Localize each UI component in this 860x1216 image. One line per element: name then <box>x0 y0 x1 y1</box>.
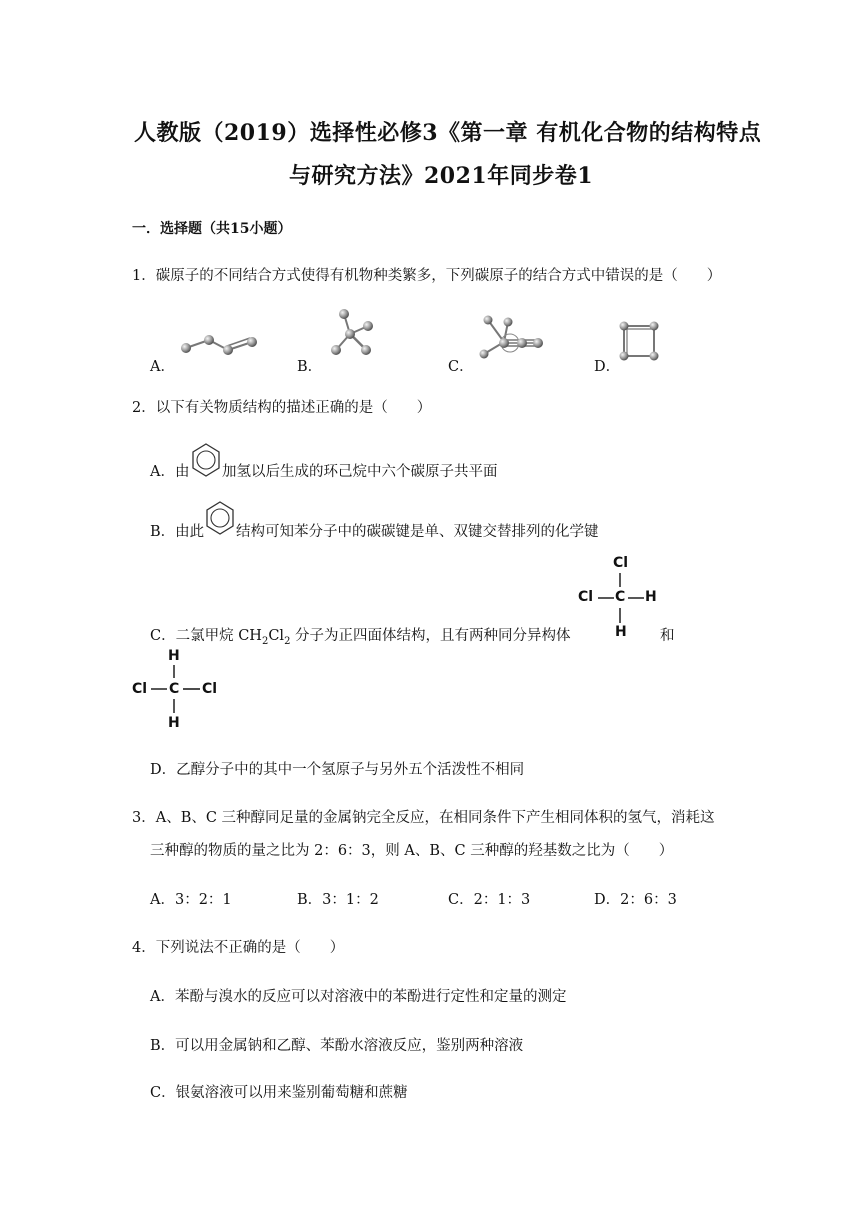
q1-structure-c <box>474 312 554 362</box>
benzene-ring-icon <box>190 442 222 478</box>
q2-option-b-post: 结构可知苯分子中的碳碳键是单、双键交替排列的化学键 <box>236 524 599 540</box>
q1-option-a-label: A． <box>150 359 175 375</box>
q2-option-d: D．乙醇分子中的其中一个氢原子与另外五个活泼性不相同 <box>150 762 525 778</box>
q2-option-c-pre: C．二氯甲烷 CH <box>150 628 262 644</box>
subscript: 2 <box>284 635 291 647</box>
q3-option-a: A．3：2：1 <box>150 892 232 908</box>
q1-stem: 1．碳原子的不同结合方式使得有机物种类繁多，下列碳原子的结合方式中错误的是（ ） <box>132 268 722 284</box>
section-heading: 一．选择题（共15小题） <box>132 221 292 237</box>
q2-option-a-pre: A．由 <box>150 464 190 480</box>
struct1-bonds <box>570 550 670 640</box>
q2-option-c-post: 分子为正四面体结构，且有两种同分异构体 <box>290 628 571 644</box>
struct1-left: Cl <box>578 589 594 605</box>
struct1-right: H <box>645 589 657 605</box>
q3-stem-line1: 3．A、B、C 三种醇同足量的金属钠完全反应，在相同条件下产生相同体积的氢气，消耗这 <box>132 810 715 826</box>
q2-option-c-mid: Cl <box>268 628 285 644</box>
q4-option-c: C．银氨溶液可以用来鉴别葡萄糖和蔗糖 <box>150 1085 408 1101</box>
q1-structure-d <box>618 320 662 364</box>
q1-option-d-label: D． <box>594 359 621 375</box>
q1-structure-b <box>322 306 382 361</box>
document-title-line1: 人教版（2019）选择性必修3《第一章 有机化合物的结构特点 <box>134 120 762 146</box>
q2-option-a-post: 加氢以后生成的环己烷中六个碳原子共平面 <box>222 464 498 480</box>
subscript: 2 <box>261 635 269 647</box>
q1-option-b-label: B． <box>297 359 323 375</box>
q2-stem: 2．以下有关物质结构的描述正确的是（ ） <box>132 400 432 416</box>
benzene-ring-icon <box>204 500 236 536</box>
q2-option-b-pre: B．由此 <box>150 524 205 540</box>
q4-option-a: A．苯酚与溴水的反应可以对溶液中的苯酚进行定性和定量的测定 <box>150 989 567 1005</box>
q2-option-c-and: 和 <box>660 628 675 644</box>
q1-option-c-label: C． <box>448 359 474 375</box>
struct2-center: C <box>169 681 180 697</box>
struct2-bottom: H <box>168 715 180 731</box>
struct1-top: Cl <box>613 555 629 571</box>
q3-option-c: C．2：1：3 <box>448 892 531 908</box>
struct2-left: Cl <box>132 681 148 697</box>
q3-option-d: D．2：6：3 <box>594 892 677 908</box>
struct2-top: H <box>168 648 180 664</box>
document-title-line2: 与研究方法》2021年同步卷1 <box>289 163 594 189</box>
struct2-bonds <box>125 645 225 735</box>
q2-option-c-text <box>150 624 571 647</box>
struct1-center: C <box>615 589 626 605</box>
q4-option-b: B．可以用金属钠和乙醇、苯酚水溶液反应，鉴别两种溶液 <box>150 1038 524 1054</box>
q3-option-b: B．3：1：2 <box>297 892 379 908</box>
q4-stem: 4．下列说法不正确的是（ ） <box>132 940 345 956</box>
struct2-right: Cl <box>202 681 218 697</box>
struct1-bottom: H <box>615 624 627 640</box>
q1-structure-a <box>176 330 266 360</box>
q3-stem-line2: 三种醇的物质的量之比为 2：6：3，则 A、B、C 三种醇的羟基数之比为（ ） <box>150 843 674 859</box>
